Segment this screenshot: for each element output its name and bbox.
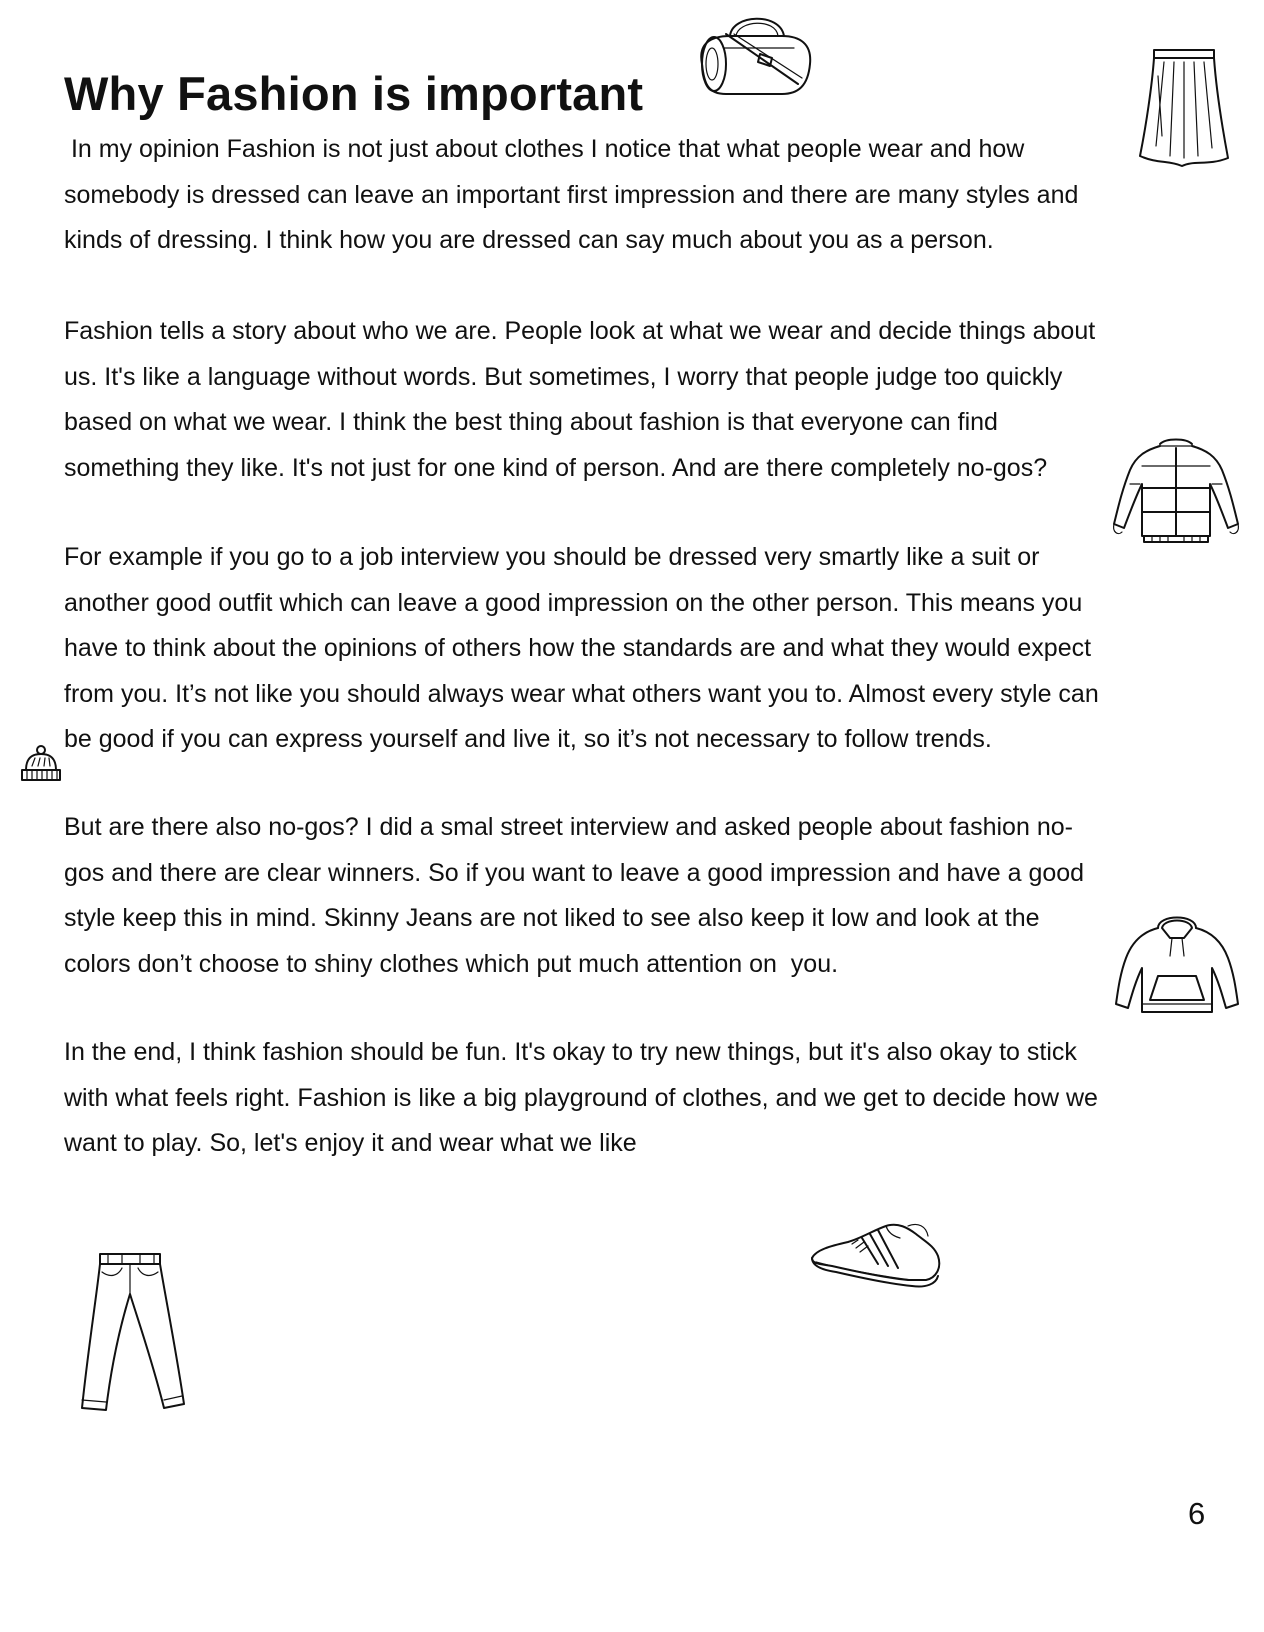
beanie-hat-icon xyxy=(18,744,64,784)
text-line: with what feels right. Fashion is like a big playground of clothes, and we get to decide how we xyxy=(64,1083,1098,1112)
text-line: have to think about the opinions of others how the standards are and what they would expect xyxy=(64,634,1092,662)
text-line: somebody is dressed can leave an important first impression and there are many styles and xyxy=(64,180,1079,209)
trousers-icon xyxy=(78,1250,188,1416)
sneaker-icon xyxy=(808,1216,948,1296)
paragraph-no-gos xyxy=(64,805,1084,987)
text-line: something they like. It's not just for one kind of person. And are there completely no-gos? xyxy=(64,453,1048,482)
text-line: In my opinion Fashion is not just about clothes I notice that what people wear and how xyxy=(64,135,1025,163)
text-line: For example if you go to a job interview you should be dressed very smartly like a suit or xyxy=(64,543,1040,571)
hoodie-icon xyxy=(1112,908,1242,1018)
paragraph-conclusion xyxy=(64,1030,1098,1167)
text-line: want to play. So, let's enjoy it and wear what we like xyxy=(64,1129,637,1157)
text-line: gos and there are clear winners. So if you want to leave a good impression and have a good xyxy=(64,858,1085,887)
paragraph-story xyxy=(64,309,1095,491)
page-title: Why Fashion is important xyxy=(64,67,644,120)
text-line: be good if you can express yourself and live it, so it’s not necessary to follow trends. xyxy=(64,725,992,753)
text-line: another good outfit which can leave a good impression on the other person. This means you xyxy=(64,588,1083,617)
paragraph-example xyxy=(64,535,1099,763)
text-line: In the end, I think fashion should be fun. It's okay to try new things, but it's also okay to stick xyxy=(64,1038,1077,1066)
text-line: colors don’t choose to shiny clothes which put much attention on you. xyxy=(64,949,839,978)
paragraph-intro xyxy=(64,127,1078,264)
puffer-jacket-icon xyxy=(1110,436,1240,546)
page-number: 6 xyxy=(1188,1496,1206,1531)
text-line: kinds of dressing. I think how you are dressed can say much about you as a person. xyxy=(64,226,994,254)
duffel-bag-icon xyxy=(690,14,820,104)
text-line: style keep this in mind. Skinny Jeans are not liked to see also keep it low and look at the xyxy=(64,904,1040,932)
text-line: us. It's like a language without words. But sometimes, I worry that people judge too quickly xyxy=(64,362,1063,391)
text-line: But are there also no-gos? I did a smal street interview and asked people about fashion no- xyxy=(64,813,1073,841)
text-line: based on what we wear. I think the best thing about fashion is that everyone can find xyxy=(64,408,998,436)
text-line: Fashion tells a story about who we are. People look at what we wear and decide things about xyxy=(64,317,1096,345)
skirt-icon xyxy=(1138,46,1230,172)
text-line: from you. It’s not like you should always wear what others want you to. Almost every style can xyxy=(64,679,1099,708)
